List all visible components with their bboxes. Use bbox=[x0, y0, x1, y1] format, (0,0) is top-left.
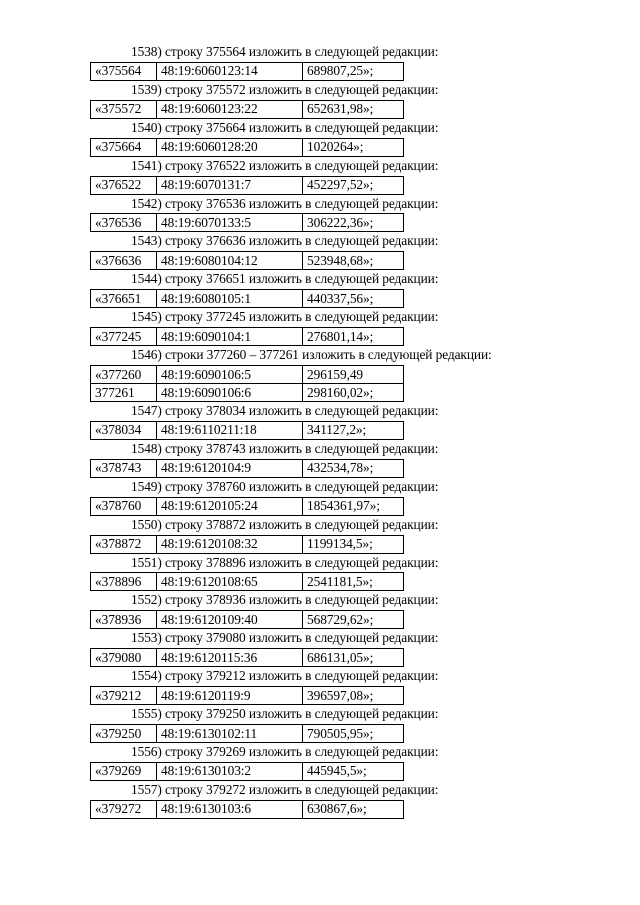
cadastral-number-cell: 48:19:6090106:6 bbox=[157, 384, 303, 402]
cadastral-number-cell: 48:19:6110211:18 bbox=[157, 421, 303, 439]
amendment-paragraph: 1556) строку 379269 изложить в следующей редакции: bbox=[131, 744, 439, 760]
amendment-table bbox=[90, 100, 404, 119]
row-number-cell: «376536 bbox=[91, 214, 157, 232]
row-number-cell: «376651 bbox=[91, 290, 157, 308]
value-cell: 790505,95»; bbox=[303, 725, 404, 743]
cadastral-number-cell: 48:19:6070131:7 bbox=[157, 176, 303, 194]
cadastral-number-cell: 48:19:6060128:20 bbox=[157, 138, 303, 156]
row-number-cell: «376636 bbox=[91, 252, 157, 270]
cadastral-number-cell: 48:19:6120119:9 bbox=[157, 687, 303, 705]
amendment-paragraph: 1557) строку 379272 изложить в следующей редакции: bbox=[131, 781, 439, 797]
amendment-paragraph: 1550) строку 378872 изложить в следующей редакции: bbox=[131, 516, 439, 532]
amendment-paragraph: 1554) строку 379212 изложить в следующей редакции: bbox=[131, 668, 439, 684]
row-number-cell: «379212 bbox=[91, 687, 157, 705]
value-cell: 432534,78»; bbox=[303, 459, 404, 477]
table-row bbox=[91, 138, 404, 156]
table-row bbox=[91, 252, 404, 270]
row-number-cell: «378896 bbox=[91, 573, 157, 591]
table-row bbox=[91, 459, 404, 477]
amendment-paragraph: 1552) строку 378936 изложить в следующей редакции: bbox=[131, 592, 439, 608]
cadastral-number-cell: 48:19:6130103:2 bbox=[157, 762, 303, 780]
row-number-cell: «378034 bbox=[91, 421, 157, 439]
amendment-table bbox=[90, 686, 404, 705]
cadastral-number-cell: 48:19:6120108:32 bbox=[157, 535, 303, 553]
cadastral-number-cell: 48:19:6060123:14 bbox=[157, 62, 303, 80]
table-row bbox=[91, 535, 404, 553]
amendment-table bbox=[90, 213, 404, 232]
row-number-cell: «377260 bbox=[91, 366, 157, 384]
table-row bbox=[91, 384, 404, 402]
row-number-cell: «376522 bbox=[91, 176, 157, 194]
row-number-cell: «375572 bbox=[91, 100, 157, 118]
amendment-paragraph: 1540) строку 375664 изложить в следующей редакции: bbox=[131, 119, 439, 135]
value-cell: 652631,98»; bbox=[303, 100, 404, 118]
cadastral-number-cell: 48:19:6090106:5 bbox=[157, 366, 303, 384]
cadastral-number-cell: 48:19:6120109:40 bbox=[157, 611, 303, 629]
amendment-table bbox=[90, 327, 404, 346]
cadastral-number-cell: 48:19:6080105:1 bbox=[157, 290, 303, 308]
amendment-paragraph: 1555) строку 379250 изложить в следующей редакции: bbox=[131, 706, 439, 722]
table-row bbox=[91, 214, 404, 232]
value-cell: 276801,14»; bbox=[303, 328, 404, 346]
amendment-table bbox=[90, 572, 404, 591]
row-number-cell: «378936 bbox=[91, 611, 157, 629]
table-row bbox=[91, 497, 404, 515]
value-cell: 440337,56»; bbox=[303, 290, 404, 308]
amendment-table bbox=[90, 648, 404, 667]
value-cell: 306222,36»; bbox=[303, 214, 404, 232]
value-cell: 686131,05»; bbox=[303, 649, 404, 667]
value-cell: 296159,49 bbox=[303, 366, 404, 384]
amendment-paragraph: 1546) строки 377260 – 377261 изложить в следующей редакции: bbox=[131, 347, 492, 363]
amendment-paragraph: 1542) строку 376536 изложить в следующей редакции: bbox=[131, 195, 439, 211]
table-row bbox=[91, 176, 404, 194]
table-row bbox=[91, 573, 404, 591]
amendment-table bbox=[90, 251, 404, 270]
cadastral-number-cell: 48:19:6120115:36 bbox=[157, 649, 303, 667]
cadastral-number-cell: 48:19:6090104:1 bbox=[157, 328, 303, 346]
table-row bbox=[91, 800, 404, 818]
value-cell: 2541181,5»; bbox=[303, 573, 404, 591]
table-row bbox=[91, 725, 404, 743]
cadastral-number-cell: 48:19:6130103:6 bbox=[157, 800, 303, 818]
amendment-table bbox=[90, 459, 404, 478]
amendment-paragraph: 1539) строку 375572 изложить в следующей редакции: bbox=[131, 81, 439, 97]
value-cell: 523948,68»; bbox=[303, 252, 404, 270]
amendment-table bbox=[90, 724, 404, 743]
amendment-paragraph: 1538) строку 375564 изложить в следующей редакции: bbox=[131, 44, 439, 59]
amendment-paragraph: 1547) строку 378034 изложить в следующей редакции: bbox=[131, 403, 439, 419]
row-number-cell: «379250 bbox=[91, 725, 157, 743]
row-number-cell: «378760 bbox=[91, 497, 157, 515]
row-number-cell: 377261 bbox=[91, 384, 157, 402]
amendment-table bbox=[90, 497, 404, 516]
amendment-paragraph: 1545) строку 377245 изложить в следующей редакции: bbox=[131, 309, 439, 325]
value-cell: 341127,2»; bbox=[303, 421, 404, 439]
table-row bbox=[91, 100, 404, 118]
value-cell: 298160,02»; bbox=[303, 384, 404, 402]
row-number-cell: «379269 bbox=[91, 762, 157, 780]
amendment-paragraph: 1543) строку 376636 изложить в следующей редакции: bbox=[131, 233, 439, 249]
cadastral-number-cell: 48:19:6060123:22 bbox=[157, 100, 303, 118]
value-cell: 1199134,5»; bbox=[303, 535, 404, 553]
amendment-table bbox=[90, 421, 404, 440]
amendment-table bbox=[90, 176, 404, 195]
table-row bbox=[91, 649, 404, 667]
amendment-paragraph: 1549) строку 378760 изложить в следующей редакции: bbox=[131, 478, 439, 494]
cadastral-number-cell: 48:19:6120104:9 bbox=[157, 459, 303, 477]
table-row bbox=[91, 328, 404, 346]
table-row bbox=[91, 762, 404, 780]
value-cell: 1020264»; bbox=[303, 138, 404, 156]
amendment-table bbox=[90, 535, 404, 554]
row-number-cell: «377245 bbox=[91, 328, 157, 346]
table-row bbox=[91, 366, 404, 384]
row-number-cell: «379080 bbox=[91, 649, 157, 667]
value-cell: 452297,52»; bbox=[303, 176, 404, 194]
cadastral-number-cell: 48:19:6120108:65 bbox=[157, 573, 303, 591]
row-number-cell: «378743 bbox=[91, 459, 157, 477]
row-number-cell: «375564 bbox=[91, 62, 157, 80]
table-row bbox=[91, 290, 404, 308]
value-cell: 630867,6»; bbox=[303, 800, 404, 818]
amendment-table bbox=[90, 62, 404, 81]
amendment-paragraph: 1553) строку 379080 изложить в следующей редакции: bbox=[131, 630, 439, 646]
amendment-paragraph: 1541) строку 376522 изложить в следующей редакции: bbox=[131, 157, 439, 173]
table-row bbox=[91, 62, 404, 80]
value-cell: 689807,25»; bbox=[303, 62, 404, 80]
amendment-table bbox=[90, 762, 404, 781]
value-cell: 568729,62»; bbox=[303, 611, 404, 629]
row-number-cell: «378872 bbox=[91, 535, 157, 553]
amendment-table bbox=[90, 800, 404, 819]
table-row bbox=[91, 611, 404, 629]
amendment-table bbox=[90, 365, 404, 402]
cadastral-number-cell: 48:19:6130102:11 bbox=[157, 725, 303, 743]
amendment-table bbox=[90, 610, 404, 629]
table-row bbox=[91, 687, 404, 705]
amendment-paragraph: 1548) строку 378743 изложить в следующей редакции: bbox=[131, 440, 439, 456]
amendment-table bbox=[90, 289, 404, 308]
value-cell: 1854361,97»; bbox=[303, 497, 404, 515]
cadastral-number-cell: 48:19:6080104:12 bbox=[157, 252, 303, 270]
document-page bbox=[0, 43, 640, 819]
row-number-cell: «379272 bbox=[91, 800, 157, 818]
value-cell: 445945,5»; bbox=[303, 762, 404, 780]
cadastral-number-cell: 48:19:6120105:24 bbox=[157, 497, 303, 515]
table-row bbox=[91, 421, 404, 439]
amendment-paragraph: 1544) строку 376651 изложить в следующей редакции: bbox=[131, 271, 439, 287]
row-number-cell: «375664 bbox=[91, 138, 157, 156]
amendment-paragraph: 1551) строку 378896 изложить в следующей редакции: bbox=[131, 554, 439, 570]
cadastral-number-cell: 48:19:6070133:5 bbox=[157, 214, 303, 232]
value-cell: 396597,08»; bbox=[303, 687, 404, 705]
amendment-table bbox=[90, 138, 404, 157]
